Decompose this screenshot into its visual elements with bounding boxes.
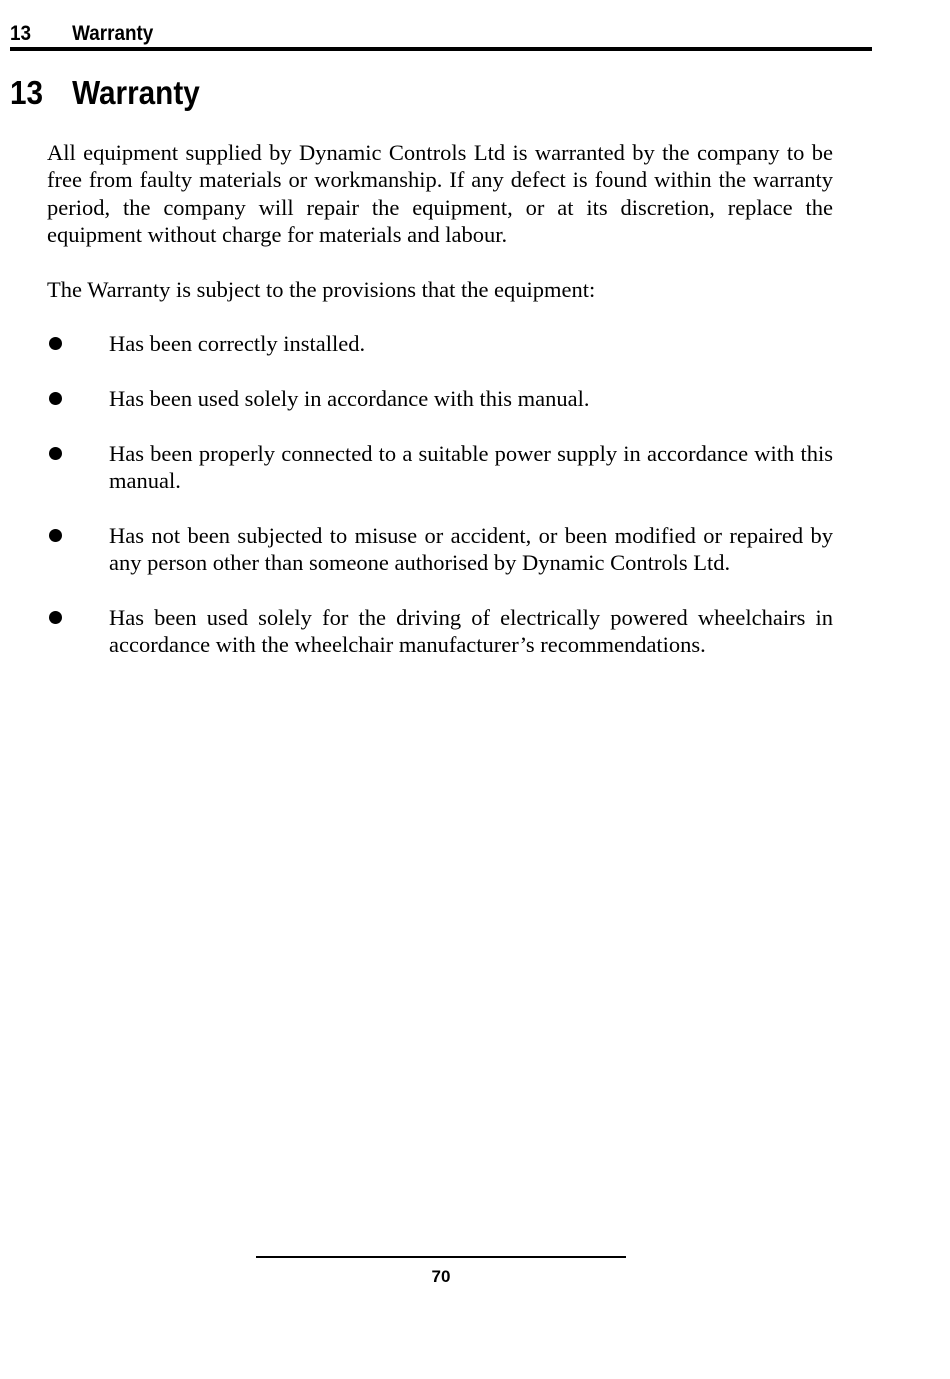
list-item-text: Has not been subjected to misuse or accident, or been modified or repaired by any person other than someone authorised by Dynamic Controls Ltd.	[109, 522, 833, 576]
section-heading-title: Warranty	[72, 74, 200, 111]
bullet-icon	[49, 447, 62, 460]
section-heading-number: 13	[10, 74, 44, 111]
running-header-section-number: 13	[10, 22, 32, 45]
list-item	[47, 440, 833, 495]
list-item-text: Has been correctly installed.	[109, 331, 366, 356]
list-item	[47, 604, 833, 659]
list-item	[47, 522, 833, 577]
list-item	[47, 330, 833, 357]
page-number: 70	[431, 1267, 451, 1286]
bullet-icon	[49, 392, 62, 405]
footer-rule	[256, 1256, 626, 1258]
list-item	[47, 385, 833, 412]
warranty-intro-paragraph: All equipment supplied by Dynamic Controls Ltd is warranted by the company to be free from faulty materials or workmanship. If any defect is found within the warranty period, the company will repair the equipment, or at its discretion, replace the equipment without charge for materials and labour.	[47, 140, 833, 248]
header-rule	[10, 47, 872, 51]
provisions-lead-paragraph: The Warranty is subject to the provisions that the equipment:	[47, 277, 596, 302]
list-item-text: Has been properly connected to a suitable power supply in accordance with this manual.	[109, 440, 833, 493]
list-item-text: Has been used solely in accordance with this manual.	[109, 385, 590, 411]
list-item-text: Has been used solely for the driving of electrically powered wheelchairs in accordance with the wheelchair manufacturer’s recommendations.	[109, 605, 833, 658]
bullet-icon	[49, 611, 62, 624]
provisions-list	[47, 330, 833, 686]
running-header-section-title: Warranty	[72, 22, 154, 45]
bullet-icon	[49, 337, 62, 350]
bullet-icon	[49, 529, 62, 542]
running-header	[10, 21, 786, 49]
